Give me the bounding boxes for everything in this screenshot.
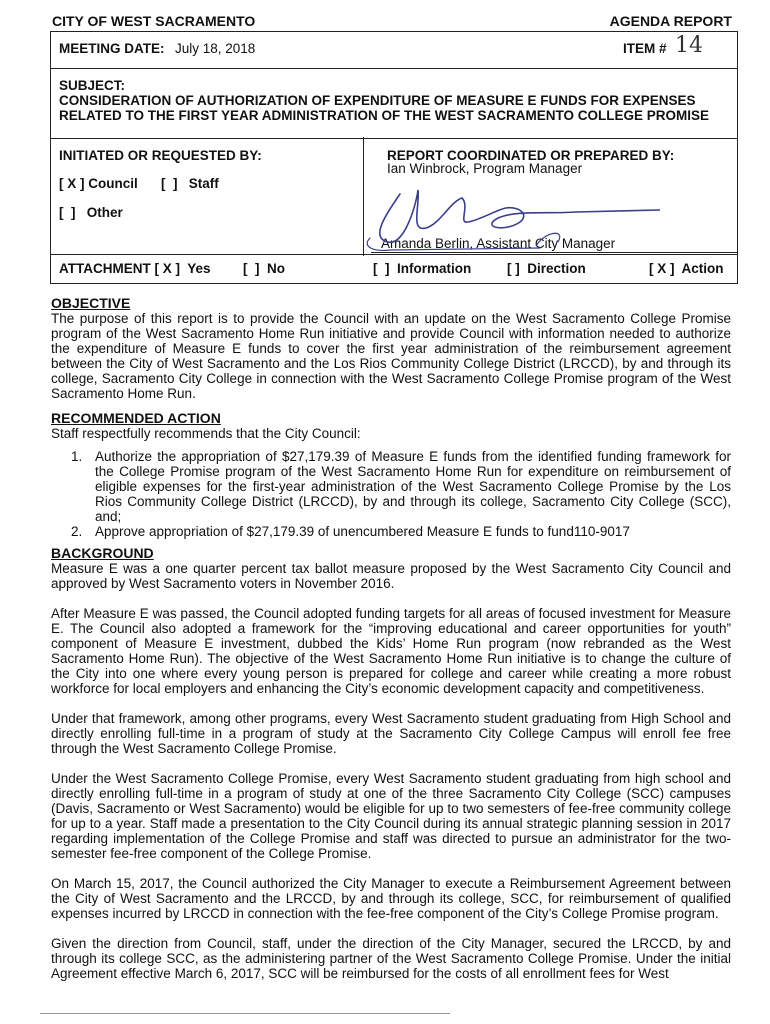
information-checkbox: [ ] Information <box>373 261 472 276</box>
other-checkbox: [ ] Other <box>59 205 123 220</box>
objective-heading: OBJECTIVE <box>51 295 131 311</box>
background-heading: BACKGROUND <box>51 545 154 561</box>
action-checkbox: [ X ] Action <box>649 261 724 276</box>
attachment-no: [ ] No <box>243 261 285 276</box>
prepared-label: REPORT COORDINATED OR PREPARED BY: <box>387 148 675 163</box>
signature-image <box>330 176 660 256</box>
background-section <box>51 546 731 981</box>
background-paragraph: After Measure E was passed, the Council adopted funding targets for all areas of focused investment for Measure E. The Council also adopted a framework for the “improving educational and career opportunities for youth” component of Measure E investment, dubbed the Kids’ Home Run program (now rebranded as the West Sacramento Home Run). The objective of the West Sacramento Home Run initiative is to change the culture of the City into one where every young person is prepared for college and career while creating a more robust workforce for local employers and enhancing the City’s economic development capacity and competitiveness. <box>51 606 731 696</box>
subject-block <box>59 78 731 123</box>
subject-label: SUBJECT: <box>59 78 126 93</box>
coordinator-name: Amanda Berlin, Assistant City Manager <box>381 236 616 251</box>
staff-checkbox: [ ] Staff <box>161 176 219 191</box>
subject-text: CONSIDERATION OF AUTHORIZATION OF EXPENDITURE OF MEASURE E FUNDS FOR EXPENSES RELATED TO THE FIRST YEAR ADMINISTRATION OF THE WEST SACRAMENTO COLLEGE PROMISE <box>59 93 710 123</box>
background-paragraph: Given the direction from Council, staff, under the direction of the City Manager, secured the LRCCD, by and through its college SCC, as the administering partner of the West Sacramento College Promise. Under the initial Agreement effective March 6, 2017, SCC will be reimbursed for the costs of all enrollment fees for West <box>51 936 731 981</box>
city-name: CITY OF WEST SACRAMENTO <box>52 13 256 29</box>
recommended-section <box>51 411 731 441</box>
meeting-date-label: MEETING DATE: <box>59 41 165 56</box>
direction-checkbox: [ ] Direction <box>507 261 586 276</box>
objective-section <box>51 296 731 401</box>
initiated-label: INITIATED OR REQUESTED BY: <box>59 148 262 163</box>
list-number: 2. <box>71 524 83 539</box>
report-type: AGENDA REPORT <box>609 13 732 29</box>
footer-rule <box>40 1013 450 1014</box>
meeting-date-value: July 18, 2018 <box>175 41 256 56</box>
background-paragraph: On March 15, 2017, the Council authorized the City Manager to execute a Reimbursement Agreement between the City of West Sacramento and the LRCCD, by and through its college, SCC, for reimbursement of qualified expenses incurred by LRCCD in connection with the fee-free component of the City’s College Promise program. <box>51 876 731 921</box>
list-item <box>51 524 731 539</box>
objective-text: The purpose of this report is to provide the Council with an update on the West Sacramento College Promise program of the West Sacramento Home Run initiative and provide Council with information needed to authorize the expenditure of Measure E funds to cover the first year administration of the reimbursement agreement between the City of West Sacramento and the Los Rios Community College District (LRCCD), by and through its college, Sacramento City College in connection with the West Sacramento College Promise program of the West Sacramento Home Run. <box>51 311 731 401</box>
recommended-heading: RECOMMENDED ACTION <box>51 410 221 426</box>
preparer-name: Ian Winbrock, Program Manager <box>387 161 583 176</box>
council-checkbox: [ X ] Council <box>59 176 138 191</box>
background-paragraph: Under that framework, among other programs, every West Sacramento student graduating from High School and directly enrolling full-time in a program of study at the Sacramento City College Campus will enroll fee free through the West Sacramento College Promise. <box>51 711 731 756</box>
list-number: 1. <box>71 449 83 464</box>
background-paragraph: Measure E was a one quarter percent tax ballot measure proposed by the West Sacramento City Council and approved by West Sacramento voters in November 2016. <box>51 561 731 591</box>
list-text: Approve appropriation of $27,179.39 of unencumbered Measure E funds to fund110-9017 <box>95 524 630 539</box>
divider <box>51 68 737 69</box>
recommended-intro: Staff respectfully recommends that the City Council: <box>51 426 361 441</box>
item-number: 14 <box>675 33 703 58</box>
list-text: Authorize the appropriation of $27,179.39 of Measure E funds from the identified funding framework for the College Promise program of the West Sacramento Home Run for expenditure on reimbursement of eligible expenses for the first-year administration of the West Sacramento College Promise by the Los Rios Community College District (LRCCD), by and through its college, Sacramento City College (SCC), and; <box>95 449 731 524</box>
background-paragraph: Under the West Sacramento College Promise, every West Sacramento student graduating from high school and directly enrolling full-time in a program of study at one of the three Sacramento City College (SCC) campuses (Davis, Sacramento or West Sacramento) would be eligible for up to two semesters of fee-free community college for up to a year. Staff made a presentation to the City Council during its annual strategic planning session in 2017 regarding implementation of the College Promise and staff was directed to pursue an administrator for the two-semester fee-free component of the College Promise. <box>51 771 731 861</box>
list-item <box>51 449 731 524</box>
recommended-list <box>51 449 731 539</box>
item-label: ITEM # <box>623 41 667 56</box>
report-header <box>52 13 740 31</box>
attachment-yes: ATTACHMENT [ X ] Yes <box>59 261 211 276</box>
divider <box>51 138 737 139</box>
